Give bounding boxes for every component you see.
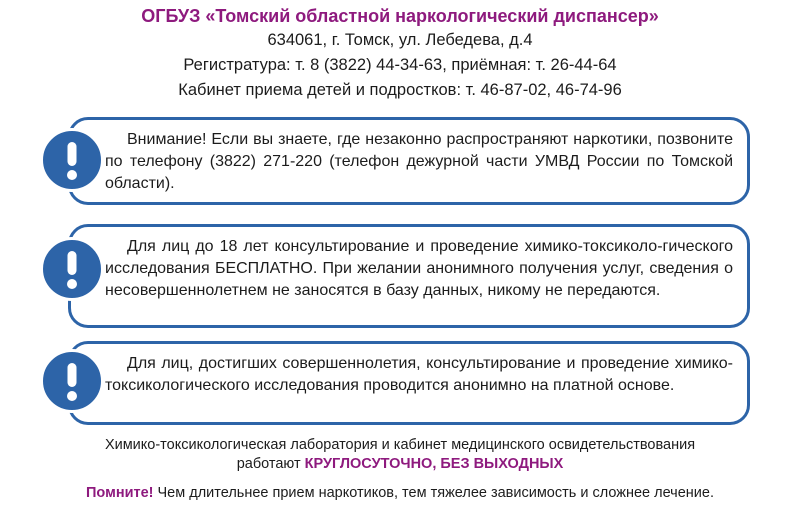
organization-name: ОГБУЗ «Томский областной наркологический диспансер» [141,6,659,26]
round-the-clock-highlight: КРУГЛОСУТОЧНО, БЕЗ ВЫХОДНЫХ [304,456,564,472]
exclamation-icon [40,128,104,192]
lab-line-1: Химико-токсикологическая лаборатория и кабинет медицинского освидетельствования [104,437,696,453]
notice-text-1: Внимание! Если вы знаете, где незаконно распространяют наркотики, позвоните по телефону (3822) 271-220 (телефон дежурной части УМВД России по Томской области). [105,131,733,192]
reminder-text: Чем длительнее прием наркотиков, тем тяжелее зависимость и сложнее лечение. [157,485,714,501]
notice-box-3 [68,341,750,425]
lab-info [0,436,800,474]
address: 634061, г. Томск, ул. Лебедева, д.4 [267,31,533,49]
reminder [0,484,800,503]
notice-text-3: Для лиц, достигших совершеннолетия, консультирование и проведение химико-токсикологического исследования проводится анонимно на платной основе. [105,355,733,394]
reminder-label: Помните! [86,485,154,501]
lab-line-2-prefix: работают [236,456,301,472]
exclamation-icon [40,349,104,413]
header [0,4,800,103]
children-office-phones: Кабинет приема детей и подростков: т. 46-87-02, 46-74-96 [178,81,622,99]
notice-box-2 [68,224,750,328]
lab-line-2 [0,455,800,474]
registry-phones: Регистратура: т. 8 (3822) 44-34-63, приёмная: т. 26-44-64 [183,56,617,74]
exclamation-icon [40,237,104,301]
notice-box-1 [68,117,750,205]
notice-text-2: Для лиц до 18 лет консультирование и проведение химико-токсиколо-гического исследования БЕСПЛАТНО. При желании анонимного получения услуг, сведения о несовершеннолетнем не заносятся в базу данных, никому не передаются. [105,238,733,299]
